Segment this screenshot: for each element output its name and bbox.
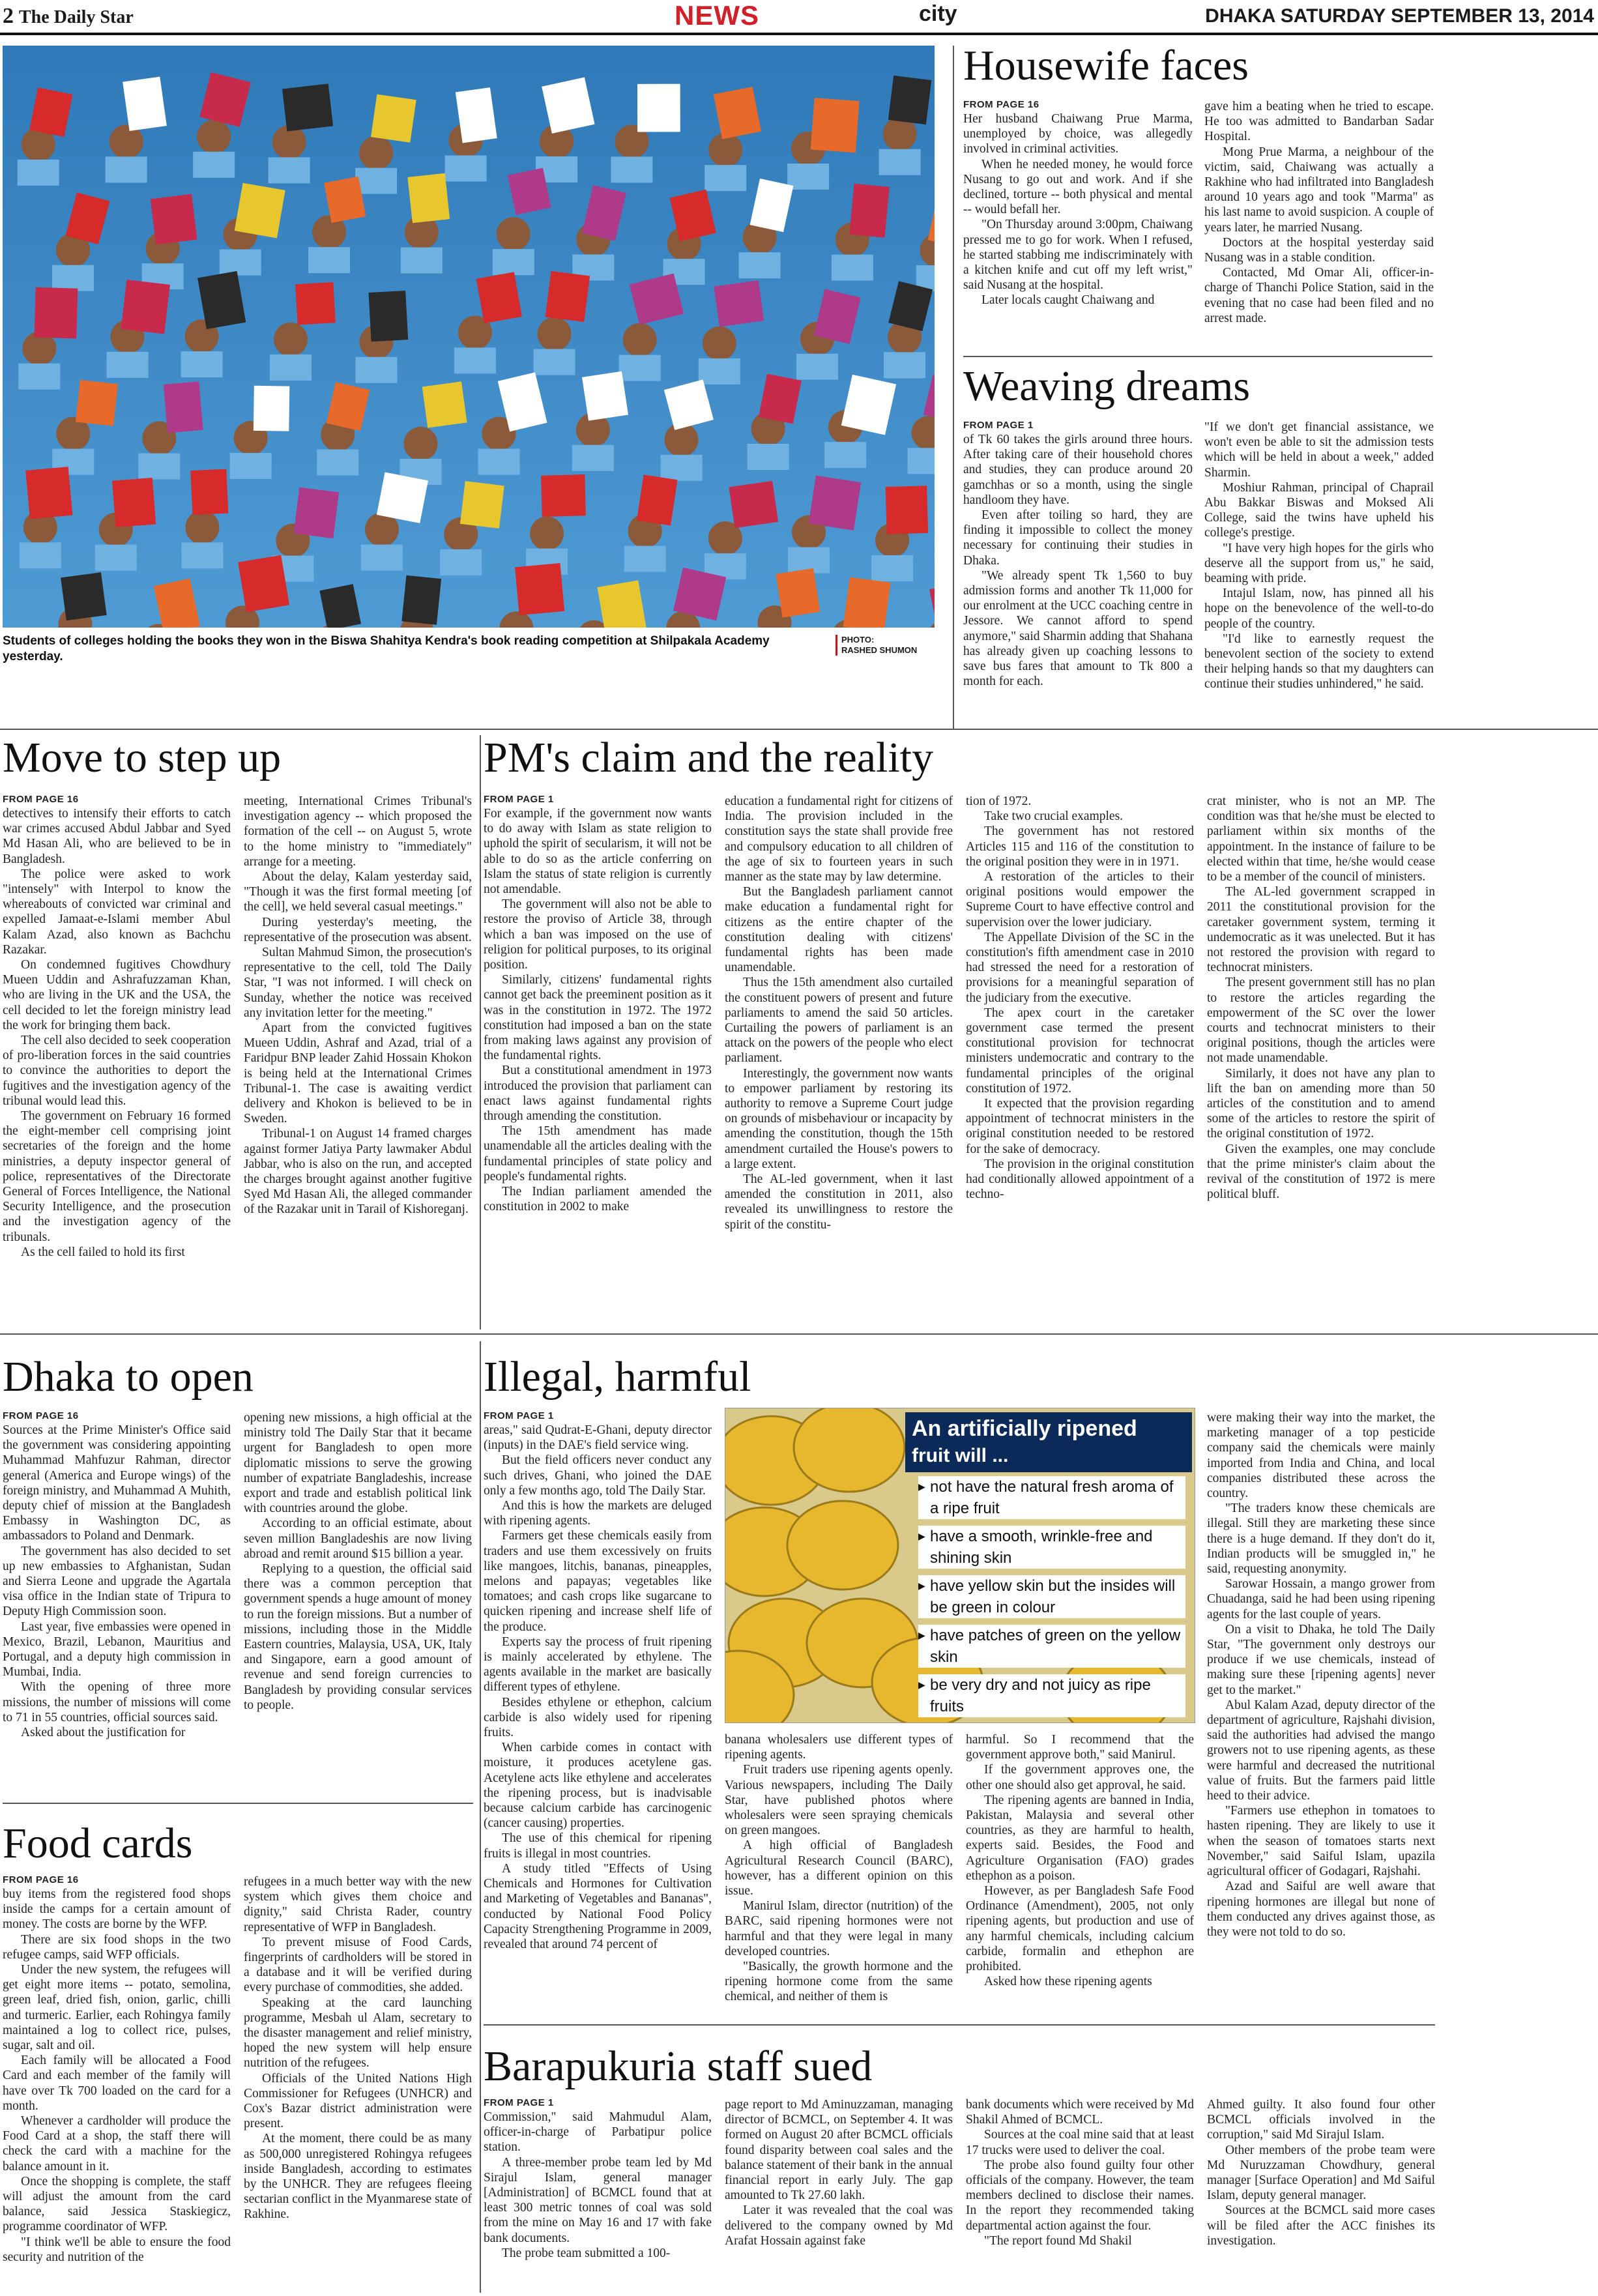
- story-illegal-col1: [484, 1410, 712, 2016]
- story-pm-col4: [1207, 794, 1435, 1327]
- paragraph: To prevent misuse of Food Cards, fingerprints of cardholders will be stored in a database and it will be verified during every purchase of commodities, she added.: [244, 1935, 472, 1995]
- prize-book: [294, 487, 340, 538]
- prize-book: [121, 280, 170, 334]
- paragraph: Interestingly, the government now wants to empower parliament by restoring its authority to remove a Supreme Court judge on grounds of misbehaviour or incapacity by amending the constitution, though the 15th amendment curtailed the House's powers to a large extent.: [725, 1066, 953, 1171]
- prize-book: [541, 474, 586, 517]
- student-head: [274, 323, 308, 356]
- paragraph: Sources at the Prime Minister's Office said the government was considering appointing Muhammad Mahfuzur Rahman, director general (America and Europe wings) of the foreign ministry, and Muhammad A Muhith, deputy chief of mission at the Bangladesh Embassy in Washington DC, as ambassadors to Poland and Denmark.: [3, 1423, 231, 1543]
- paragraph: The police were asked to work "intensely" with Interpol to know the whereabouts of convicted war criminal and expelled Jamaat-e-Islami member Abul Kalam Azad, also known as Bachchu Razakar.: [3, 867, 231, 957]
- paragraph: Sultan Mahmud Simon, the prosecution's representative to the cell, told The Daily Star, "I was not informed. I will check on Sunday, whether the notice was received any invitation letter for the meeting.": [244, 946, 472, 1020]
- column-divider: [480, 1341, 481, 2293]
- paragraph: The AL-led government, when it last amended the constitution in 2011, also revealed its unwillingness to restore the spirit of the constitu-: [725, 1172, 953, 1232]
- headline-housewife: Housewife faces: [963, 42, 1249, 89]
- paragraph: "I have very high hopes for the girls who deserve all the support from us," he said, beaming with pride.: [1204, 541, 1434, 586]
- student-head: [403, 427, 437, 461]
- story-rule: [484, 2024, 1435, 2026]
- story-food-col2: [244, 1874, 472, 2289]
- story-weaving-col2: [1204, 420, 1434, 719]
- student-uniform: [624, 546, 666, 572]
- paragraph: "The report found Md Shakil: [984, 2233, 1132, 2248]
- from-page-label: FROM PAGE 16: [3, 794, 79, 805]
- paragraph: At the moment, there could be as many as 500,000 unregistered Rohingya refugees inside Bangladesh, according to estimates by the UNHCR. They are refugees fleeing sectarian conflict in the Myanmarese state of Rakhine.: [244, 2132, 472, 2222]
- paragraph: Besides ethylene or ethephon, calcium carbide is also widely used for ripening fruits.: [484, 1695, 712, 1740]
- story-dhaka-col1: [3, 1410, 231, 1797]
- paragraph: The use of this chemical for ripening fruits is illegal in most countries.: [484, 1831, 712, 1861]
- paragraph: Similarly, it does not have any plan to lift the ban on amending more than 50 articles of the constitution and to amend some of the articles to restore the spirit of the original constitution of 1972.: [1207, 1066, 1435, 1141]
- paragraph: The provision in the original constitution had conditionally allowed appointment of a techno-: [966, 1157, 1194, 1202]
- paragraph: Sources at the BCMCL said more cases will be filed after the ACC finishes its investigation.: [1207, 2203, 1435, 2248]
- column-divider: [480, 735, 481, 1330]
- masthead: [3, 4, 134, 29]
- prize-book: [729, 481, 778, 528]
- paragraph: Thus the 15th amendment also curtailed the constituent powers of present and future parliaments to amend the said 50 articles. Curtailing the powers of parliament is an attack on the powers of the people who elect parliament.: [725, 976, 953, 1066]
- prize-book: [377, 472, 428, 523]
- paragraph: The Indian parliament amended the constitution in 2002 to make: [484, 1185, 712, 1214]
- student-head: [623, 323, 657, 357]
- prize-book: [34, 287, 78, 339]
- paragraph: However, as per Bangladesh Safe Food Ordinance (Amendment), 2005, not only ripening agents, but production and use of any harmful chemicals, including calcium carbide, formalin and ethephon are prohibited.: [966, 1884, 1194, 1974]
- paragraph: But a constitutional amendment in 1973 introduced the provision that parliament can enact laws against fundamental rights through amending the constitution.: [484, 1064, 712, 1124]
- infobox-title-line1: An artificially ripened: [912, 1416, 1137, 1441]
- prize-book: [456, 87, 497, 143]
- paragraph: According to an official estimate, about seven million Bangladeshis are now living abroad and remit around $15 billion a year.: [244, 1517, 472, 1561]
- paragraph: And this is how the markets are deluged with ripening agents.: [484, 1499, 712, 1528]
- paragraph: Officials of the United Nations High Commissioner for Refugees (UNHCR) and Cox's Bazar district administration were present.: [244, 2071, 472, 2131]
- prize-book: [190, 469, 228, 515]
- from-page-label: FROM PAGE 16: [3, 1874, 79, 1885]
- student-uniform: [138, 454, 180, 480]
- paragraph: banana wholesalers use different types of ripening agents.: [725, 1733, 953, 1762]
- student-uniform: [619, 355, 661, 381]
- paragraph: Under the new system, the refugees will get eight more items -- potato, semolina, green leaf, dried fish, onion, garlic, chilli and turmeric. Earlier, each Rohingya family maintained a log to collect rice, pulses, sugar, salt and oil.: [3, 1963, 231, 2053]
- student-uniform: [796, 354, 838, 380]
- headline-move: Move to step up: [3, 734, 282, 781]
- paragraph: Later locals caught Chaiwang and: [981, 293, 1155, 308]
- paragraph: The 15th amendment has made unamendable all the articles dealing with the fundamental principles of state policy and people's fundamental rights.: [484, 1124, 712, 1184]
- prize-book: [776, 568, 820, 618]
- paragraph: A restoration of the articles to their original positions would empower the Supreme Court to have effective control and supervision over the lower judiciary.: [966, 870, 1194, 929]
- paragraph: meeting, International Crimes Tribunal's investigation agency -- which proposed the formation of the cell -- on August 5, wrote to the home ministry to "immediately" arrange for a meeting.: [244, 794, 472, 869]
- paragraph: On condemned fugitives Chowdhury Mueen Uddin and Ashrafuzzaman Khan, who are living in the UK and the USA, the cell decided to let the foreign ministry lead the work for bringing them back.: [3, 958, 231, 1032]
- student-uniform: [230, 453, 272, 479]
- student-uniform: [699, 358, 740, 385]
- student-head: [359, 136, 393, 170]
- story-housewife-col1: [963, 99, 1193, 349]
- infobox-item: ▶ have yellow skin but the insides will be green in colour: [918, 1575, 1185, 1618]
- paragraph: Farmers get these chemicals easily from traders and use them excessively on fruits like mangoes, litchis, bananas, pineapples, melons and papayas; vegetables like tomatoes; and cash crops like sugarcane to quicken ripening and increase shelf life of the produce.: [484, 1529, 712, 1634]
- student-uniform: [107, 352, 149, 378]
- prize-book: [407, 173, 450, 224]
- student-head: [538, 317, 572, 351]
- prize-book: [476, 272, 522, 323]
- story-move-col2: [244, 794, 472, 1327]
- prize-book: [282, 83, 333, 131]
- prize-book: [597, 580, 646, 628]
- student-uniform: [879, 149, 921, 175]
- paragraph: There are six food shops in the two refugee camps, said WFP officials.: [3, 1932, 231, 1962]
- prize-book: [61, 572, 107, 620]
- prize-book: [76, 380, 118, 426]
- story-pm-col1: [484, 794, 712, 1327]
- paragraph: Take two crucial examples.: [984, 809, 1124, 824]
- student-uniform: [308, 247, 350, 273]
- prize-book: [25, 467, 72, 519]
- paragraph: "On Thursday around 3:00pm, Chaiwang pressed me to go for work. When I refused, he started stabbing me indiscriminately with a kitchen knife and cut off my left wrist," said Nusang at the hospital.: [963, 218, 1193, 293]
- paragraph: Whenever a cardholder will produce the Food Card at a shop, the staff there will check the card with a machine for the balance amount in it.: [3, 2114, 231, 2173]
- paragraph: A three-member probe team led by Md Sirajul Islam, general manager [Administration] of BCMCL found that at least 300 metric tonnes of coal was sold from the mine on May 16 and 17 with fake bank documents.: [484, 2155, 712, 2245]
- mango: [794, 1408, 905, 1492]
- section-rule: [0, 1333, 1598, 1335]
- paragraph: Contacted, Md Omar Ali, officer-in-charge of Thanchi Police Station, said in the evening that no case had been filed and no arrest made.: [1204, 266, 1434, 325]
- prize-book: [637, 84, 680, 132]
- paragraph: "Basically, the growth hormone and the ripening hormone come from the same chemical, and neither of them is: [725, 1960, 953, 2004]
- prize-book: [238, 555, 289, 613]
- paragraph: Speaking at the card launching programme, Mesbah ul Alam, secretary to the disaster management and relief ministry, hoped the new system will help ensure nutrition of the refugees.: [244, 1996, 472, 2071]
- paragraph: Even after toiling so hard, they are finding it impossible to collect the money necessary for continuing their studies in Dhaka.: [963, 508, 1193, 568]
- story-food-col1: [3, 1874, 231, 2289]
- student-head: [703, 327, 736, 360]
- student-uniform: [884, 352, 925, 378]
- paragraph: The present government still has no plan to restore the articles regarding the empowerment of the SC over the lower courts and technocrat ministers to their original positions, though the articles were not made unamendable.: [1207, 976, 1435, 1066]
- prize-book: [235, 183, 285, 239]
- paragraph: But the Bangladesh parliament cannot make education a fundamental right for citizens as the entire chapter of the constitution dealing with citizens' fundamental rights has been made unamendable.: [725, 885, 953, 975]
- story-housewife-col2: [1204, 99, 1434, 349]
- story-barapukuria-col1: [484, 2097, 712, 2290]
- headline-barapukuria: Barapukuria staff sued: [484, 2042, 873, 2090]
- student-uniform: [361, 545, 403, 571]
- paragraph: Given the examples, one may conclude that the prime minister's claim about the revival of the constitution of 1972 is mere political bluff.: [1207, 1142, 1435, 1202]
- masthead-logo: The Daily Star: [19, 7, 134, 27]
- from-page-label: FROM PAGE 1: [484, 794, 554, 805]
- from-page-label: FROM PAGE 1: [484, 1410, 554, 1421]
- story-weaving-col1: [963, 420, 1193, 719]
- students-with-books-illustration: [3, 46, 935, 628]
- photo-credit: [835, 635, 939, 656]
- header-rule: [0, 33, 1598, 35]
- student-uniform: [181, 542, 223, 568]
- prize-book: [637, 474, 678, 525]
- prize-book: [254, 386, 289, 431]
- headline-dhaka: Dhaka to open: [3, 1353, 254, 1401]
- student-uniform: [454, 347, 496, 373]
- dateline: DHAKA SATURDAY SEPTEMBER 13, 2014: [1205, 5, 1594, 27]
- story-illegal-col3: [966, 1732, 1194, 2016]
- section-label: NEWS: [675, 0, 759, 31]
- story-pm-col3: [966, 794, 1194, 1327]
- paragraph: crat minister, who is not an MP. The condition was that he/she must be elected to parliament within six months of the appointment. In the instance of failure to be elected within that time, he/she would cease to be a member of the council of ministers.: [1207, 794, 1435, 884]
- from-page-label: FROM PAGE 16: [3, 1410, 79, 1421]
- student-uniform: [572, 445, 614, 471]
- story-illegal-col2: [725, 1732, 953, 2016]
- paragraph: harmful. So I recommend that the government approve both," said Manirul.: [966, 1733, 1194, 1762]
- student-uniform: [356, 357, 398, 383]
- paragraph: Intajul Islam, now, has pinned all his hope on the benevolence of the well-to-do people of the country.: [1204, 587, 1434, 631]
- paragraph: The AL-led government scrapped in 2011 the constitutional provision for the caretaker government system, terming it undemocratic as it was unelected. But it has not restored the provision with regard to technocrat ministers.: [1207, 885, 1435, 975]
- infobox-item: ▶ not have the natural fresh aroma of a ripe fruit: [918, 1476, 1185, 1519]
- student-uniform: [787, 164, 829, 190]
- paragraph: of Tk 60 takes the girls around three hours. After taking care of their household chores and studies, they can produce around 20 gamchhas or so a month, using the single handloom they have.: [963, 433, 1193, 507]
- paragraph: Later it was revealed that the coal was delivered to the company owned by Md Arafat Hossain against fake: [725, 2203, 953, 2248]
- student-uniform: [270, 355, 312, 381]
- paragraph: The government will also not be able to restore the proviso of Article 38, through which a ban was imposed on the use of religion for political purposes, to its original position.: [484, 897, 712, 972]
- story-dhaka-col2: [244, 1410, 472, 1797]
- paragraph: Experts say the process of fruit ripening is mainly accelerated by ethylene. The agents available in the market are basically different types of ethylene.: [484, 1635, 712, 1694]
- paragraph: Sources at the coal mine said that at least 17 trucks were used to deliver the coal.: [966, 2128, 1194, 2157]
- paragraph: Commission," said Mahmudul Alam, officer-in-charge of Parbatipur police station.: [484, 2110, 712, 2155]
- paragraph: detectives to intensify their efforts to catch war crimes accused Abdul Jabbar and Syed Md Hasan Ali, who are believed to be in Bangladesh.: [3, 807, 231, 866]
- student-uniform: [18, 364, 60, 390]
- paragraph: "Farmers use ethephon in tomatoes to hasten ripening. They are likely to use it when the season of tomatoes starts next November," said Saiful Islam, upazila agricultural officer of Godagari, Rajshahi.: [1207, 1804, 1435, 1879]
- paragraph: Similarly, citizens' fundamental rights cannot get back the preeminent position as it was in the constitution in 1972. The 1972 constitution had imposed a ban on the state from making laws against any provision of the fundamental rights.: [484, 973, 712, 1063]
- infobox-item: ▶ have a smooth, wrinkle-free and shining skin: [918, 1526, 1185, 1569]
- paragraph: During yesterday's meeting, the representative of the prosecution was absent.: [244, 915, 472, 944]
- infobox-item: ▶ have patches of green on the yellow skin: [918, 1625, 1185, 1668]
- paragraph: But the field officers never conduct any such drives, Ghani, who joined the DAE only a few months ago, told The Daily Star.: [484, 1453, 712, 1498]
- prize-book: [460, 481, 504, 529]
- prize-book: [112, 478, 156, 527]
- paragraph: Each family will be allocated a Food Card and each member of the family will have over Tk 700 loaded on the card for a month.: [3, 2054, 231, 2113]
- prize-book: [151, 194, 197, 245]
- student-uniform: [748, 444, 789, 470]
- story-barapukuria-col2: [725, 2097, 953, 2290]
- student-uniform: [478, 449, 520, 475]
- headline-weaving: Weaving dreams: [963, 362, 1251, 410]
- student-uniform: [193, 152, 235, 178]
- paragraph: The cell also decided to seek cooperation of pro-liberation forces in the said countries to convince the authorities to deport the fugitives and the investigation agency of the tribunal would lead this.: [3, 1034, 231, 1108]
- prize-book: [422, 381, 467, 428]
- paragraph: Ahmed guilty. It also found four other BCMCL officials involved in the corruption," said Md Sirajul Islam.: [1207, 2098, 1435, 2142]
- student-uniform: [705, 165, 746, 191]
- mango: [787, 1501, 898, 1590]
- paragraph: A study titled "Effects of Using Chemicals and Hormones for Cultivation and Marketing of Vegetables and Bananas", conducted by National Food Policy Capacity Strengthening Programme in 2009, revealed that around 74 percent of: [484, 1861, 712, 1951]
- student-uniform: [355, 168, 397, 194]
- subsection-label: city: [919, 1, 957, 26]
- paragraph: refugees in a much better way with the new system which gives them choice and dignity," said Christa Rader, country representative of WFP in Bangladesh.: [244, 1875, 472, 1934]
- paragraph: Her husband Chaiwang Prue Marma, unemployed by choice, was allegedly involved in criminal activities.: [963, 112, 1193, 156]
- infobox-item: ▶ be very dry and not juicy as ripe fruits: [918, 1674, 1185, 1717]
- infobox-title: [905, 1412, 1192, 1472]
- story-rule: [3, 1803, 473, 1804]
- paragraph: About the delay, Kalam yesterday said, "Though it was the first formal meeting [of the cell], we held several casual meetings.": [244, 870, 472, 914]
- student-uniform: [440, 549, 482, 575]
- headline-pm: PM's claim and the reality: [484, 734, 934, 781]
- headline-illegal: Illegal, harmful: [484, 1353, 751, 1401]
- student-uniform: [739, 252, 781, 278]
- paragraph: It expected that the provision regarding appointment of technocrat ministers in the original constitution needed to be restored for the sake of democracy.: [966, 1097, 1194, 1156]
- student-head: [185, 510, 219, 544]
- paragraph: When he needed money, he would force Nusang to go out and work. And if she declined, torture -- both physical and mental -- would befall her.: [963, 157, 1193, 217]
- prize-book: [888, 76, 932, 124]
- student-uniform: [534, 349, 575, 375]
- paragraph: Manirul Islam, director (nutrition) of the BARC, said ripening hormones were not harmful and that they were legal in many developed countries.: [725, 1899, 953, 1958]
- paragraph: "We already spent Tk 1,560 to buy admission forms and another Tk 11,000 for our enrolment at the UCC coaching centre in Jessore. We cannot afford to spend anymore," said Sharmin adding that Shahana has already given up coaching lessons to save bus fares that amount to Tk 800 a month for each.: [963, 568, 1193, 689]
- paragraph: Apart from the convicted fugitives Mueen Uddin, Ashraf and Azad, trial of a Faridpur BNP leader Zahid Hossain Khokon is being held at the International Crimes Tribunal-1. The case is awaiting verdict delivery and Khokon is believed to be in Sweden.: [244, 1021, 472, 1126]
- paragraph: education a fundamental right for citizens of India. The provision included in the constitution says the state shall provide free and compulsory education to all children of the age of six to fourteen years in such manner as the state may by law determine.: [725, 794, 953, 884]
- student-uniform: [908, 448, 935, 474]
- paragraph: bank documents which were received by Md Shakil Ahmed of BCMCL.: [966, 2098, 1194, 2127]
- section-rule: [0, 729, 1598, 730]
- story-rule: [963, 356, 1432, 357]
- paragraph: Other members of the probe team were Md Nuruzzaman Chowdhury, general manager [Surface Operation] and Md Saiful Islam, deputy general manager.: [1207, 2143, 1435, 2203]
- prize-book: [401, 575, 441, 625]
- story-pm-col2: [725, 794, 953, 1327]
- paragraph: Last year, five embassies were opened in Mexico, Brazil, Lebanon, Mauritius and Portugal, and a deputy high commission in Mumbai, India.: [3, 1620, 231, 1679]
- paragraph: Doctors at the hospital yesterday said Nusang was in a stable condition.: [1204, 235, 1434, 265]
- paragraph: On a visit to Dhaka, he told The Daily Star, "The government only destroys our produce if we use chemicals, instead of making sure these [ripening agents] never get to the market.": [1207, 1622, 1435, 1697]
- student-uniform: [18, 160, 59, 186]
- student-head: [530, 517, 564, 551]
- prize-book: [545, 271, 590, 322]
- paragraph: A high official of Bangladesh Agricultural Research Council (BARC), however, has a different opinion on this issue.: [725, 1838, 953, 1898]
- paragraph: "The traders know these chemicals are illegal. Still they are marketing these since there is a huge demand. If they don't do it, Indian products will be smuggled in," he said, requesting anonymity.: [1207, 1502, 1435, 1577]
- column-divider: [953, 46, 954, 730]
- paragraph: "I think we'll be able to ensure the food security and nutrition of the: [3, 2235, 231, 2264]
- paragraph: For example, if the government now wants to do away with Islam as state religion to uphold the spirit of secularism, it will not be able to do so as the article conferring on Islam the status of state religion is currently not amendable.: [484, 807, 712, 897]
- student-uniform: [493, 249, 534, 275]
- from-page-label: FROM PAGE 16: [963, 99, 1039, 110]
- student-uniform: [661, 455, 703, 481]
- paragraph: Moshiur Rahman, principal of Chaprail Abu Bakkar Biswas and Moksed Ali College, said the twins have upheld his college's prestige.: [1204, 480, 1434, 540]
- story-illegal-col4: [1207, 1410, 1435, 2016]
- page-number: 2: [3, 4, 14, 28]
- paragraph: With the opening of three more missions, the number of missions will come to 71 in 55 countries, official sources said.: [3, 1680, 231, 1724]
- from-page-label: FROM PAGE 1: [484, 2097, 554, 2108]
- paragraph: buy items from the registered food shops inside the camps for a certain amount of money. The costs are borne by the WFP.: [3, 1887, 231, 1932]
- prize-book: [886, 486, 928, 534]
- paragraph: gave him a beating when he tried to escape. He too was admitted to Bandarban Sadar Hospital.: [1204, 100, 1434, 144]
- paragraph: The government on February 16 formed the eight-member cell comprising joint secretaries of the foreign and the home ministries, a deputy inspector general of police, representatives of the Directorate General of Forces Intelligence, the National Security Intelligence, and the prosecution and the investigation agency of the tribunals.: [3, 1109, 231, 1244]
- prize-book: [295, 282, 336, 325]
- student-uniform: [611, 156, 652, 182]
- headline-food: Food cards: [3, 1820, 193, 1867]
- prize-book: [515, 563, 564, 615]
- prize-book: [849, 184, 889, 238]
- paragraph: The probe also found guilty four other officials of the company. However, the team members declined to disclose their names. In the report they recommended taking departmental action against the four.: [966, 2158, 1194, 2233]
- prize-book: [714, 280, 764, 327]
- student-uniform: [401, 248, 443, 274]
- paragraph: tion of 1972.: [966, 794, 1032, 808]
- paragraph: Abul Kalam Azad, deputy director of the department of agriculture, Rajshahi division, said the authorities had advised the mango growers not to use ripening agents, as these were harmful and decreased the nutritional value of fruits. But the farmers paid little heed to their advice.: [1207, 1698, 1435, 1803]
- paragraph: The ripening agents are banned in India, Pakistan, Malaysia and several other countries, as they are harmful to health, experts said. Besides, the Food and Agriculture Organisation (FAO) grades ethephon as a poison.: [966, 1793, 1194, 1883]
- paragraph: The probe team submitted a 100-: [502, 2246, 671, 2260]
- student-uniform: [445, 156, 487, 182]
- paragraph: As the cell failed to hold its first: [21, 1245, 185, 1259]
- prize-book: [811, 98, 860, 153]
- paragraph: Once the shopping is complete, the staff will adjust the amount from the card balance, said Jessica Staskiegicz, programme coordinator of WFP.: [3, 2174, 231, 2234]
- story-move-col1: [3, 794, 231, 1327]
- student-uniform: [824, 442, 866, 468]
- artificial-fruit-infobox: [725, 1408, 1195, 1723]
- student-uniform: [317, 450, 358, 476]
- student-uniform: [871, 555, 913, 581]
- student-uniform: [52, 265, 94, 291]
- paragraph: If the government approves one, the other one should also get approval, he said.: [966, 1763, 1194, 1792]
- photo-credit-name: RASHED SHUMON: [841, 645, 918, 655]
- paragraph: The Appellate Division of the SC in the constitution's fifth amendment case in 2010 had stressed the need for a restoration of provisions for a meaningful separation of the judiciary from the executive.: [966, 930, 1194, 1005]
- prize-book: [164, 381, 203, 433]
- paragraph: Fruit traders use ripening agents openly. Various newspapers, including The Daily Star, have published photos where wholesalers were seen spraying chemicals on green mangoes.: [725, 1763, 953, 1838]
- student-uniform: [269, 157, 310, 183]
- prize-book: [123, 77, 167, 131]
- prize-book: [324, 177, 366, 223]
- page-header: [0, 0, 1598, 34]
- paragraph: The apex court in the caretaker government case termed the present constitutional provision for technocrat ministers undemocratic and contrary to the fundamental principles of the original constitution of 1972.: [966, 1006, 1194, 1096]
- paragraph: The government has not restored Articles 115 and 116 of the constitution to the original position they were in in 1971.: [966, 824, 1194, 869]
- paragraph: opening new missions, a high official at the ministry told The Daily Star that it became urgent for Bangladesh to open more diplomatic missions to serve the growing number of expatriate Bangladeshis, increase export and trade and establish political link with countries around the globe.: [244, 1411, 472, 1516]
- from-page-label: FROM PAGE 1: [963, 420, 1034, 431]
- story-barapukuria-col3: [966, 2097, 1194, 2290]
- paragraph: The government has also decided to set up new embassies to Afghanistan, Sudan and Sierra Leone and upgrade the Agartala visa office in the Indian state of Tripura to Deputy High Commission soon.: [3, 1544, 231, 1619]
- photo-credit-label: PHOTO:: [841, 635, 875, 645]
- student-head: [197, 120, 231, 154]
- student-uniform: [220, 250, 261, 276]
- infobox-title-line2: fruit will ...: [912, 1445, 1009, 1466]
- paragraph: Azad and Saiful are well aware that ripening hormones are illegal but none of them conducted any drives against those, as they were not told to do so.: [1207, 1880, 1435, 1939]
- paragraph: were making their way into the market, the marketing manager of a top pesticide company said the chemicals were mainly imported from India and China, and local companies distributed these across the country.: [1207, 1411, 1435, 1501]
- paragraph: page report to Md Aminuzzaman, managing director of BCMCL, on September 4. It was formed on August 20 after BCMCL officials found disparity between coal sales and the balance statement of their bank in the annual financial report in early July. The gap amounted to Tk 27.60 lakh.: [725, 2098, 953, 2203]
- paragraph: "If we don't get financial assistance, we won't even be able to sit the admission tests which will be held in about a week," added Sharmin.: [1204, 420, 1434, 480]
- prize-book: [843, 577, 891, 628]
- prize-book: [369, 291, 409, 341]
- story-barapukuria-col4: [1207, 2097, 1435, 2290]
- photo-caption: Students of colleges holding the books they won in the Biswa Shahitya Kendra's book reading competition at Shilpakala Academy yesterday.: [3, 634, 770, 663]
- paragraph: Asked how these ripening agents: [984, 1975, 1152, 1989]
- student-uniform: [181, 351, 223, 377]
- paragraph: Mong Prue Marma, a neighbour of the victim, said, Chaiwang was actually a Rakhine who had infiltrated into Bangladesh around 10 years ago and took "Marma" as his last name to avoid suspicion. A couple of years later, he married Nusang.: [1204, 145, 1434, 235]
- paragraph: areas," said Qudrat-E-Ghani, deputy director (inputs) in the DAE's field service wing.: [484, 1423, 712, 1453]
- paragraph: Sarowar Hossain, a mango grower from Chuadanga, said he had been using ripening agents for the last couple of years.: [1207, 1577, 1435, 1621]
- paragraph: Tribunal-1 on August 14 framed charges against former Jatiya Party lawmaker Abdul Jabbar, who is also on the run, and accepted the charges brought against another fugitive Syed Md Hasan Ali, the alleged commander of the Razakar unit in Tarail of Kishoreganj.: [244, 1127, 472, 1217]
- lead-photo: [3, 46, 935, 628]
- student-uniform: [832, 255, 873, 281]
- student-uniform: [106, 156, 147, 182]
- student-uniform: [95, 545, 137, 571]
- student-uniform: [20, 542, 61, 568]
- prize-book: [582, 371, 628, 421]
- paragraph: When carbide comes in contact with moisture, it produces acetylene gas. Acetylene acts like ethylene and accelerates the ripening process, but is inadvisable because calcium carbide has carcinogenic (cancer causing) properties.: [484, 1741, 712, 1831]
- prize-book: [371, 94, 416, 143]
- paragraph: "I'd like to earnestly request the benevolent section of the society to extend their helping hands so that my daughters can continue their studies unhindered," he said.: [1204, 632, 1434, 691]
- paragraph: Replying to a question, the official said there was a common perception that government spends a huge amount of money to run the foreign missions. But a number of missions, including those in the Middle Eastern countries, Malaysia, USA, UK, Italy and Singapore, earn a good amount of revenue and send foreign currencies to Bangladesh by providing consular services to people.: [244, 1562, 472, 1712]
- prize-book: [809, 476, 862, 530]
- student-head: [497, 217, 530, 251]
- paragraph: Asked about the justification for: [21, 1726, 186, 1740]
